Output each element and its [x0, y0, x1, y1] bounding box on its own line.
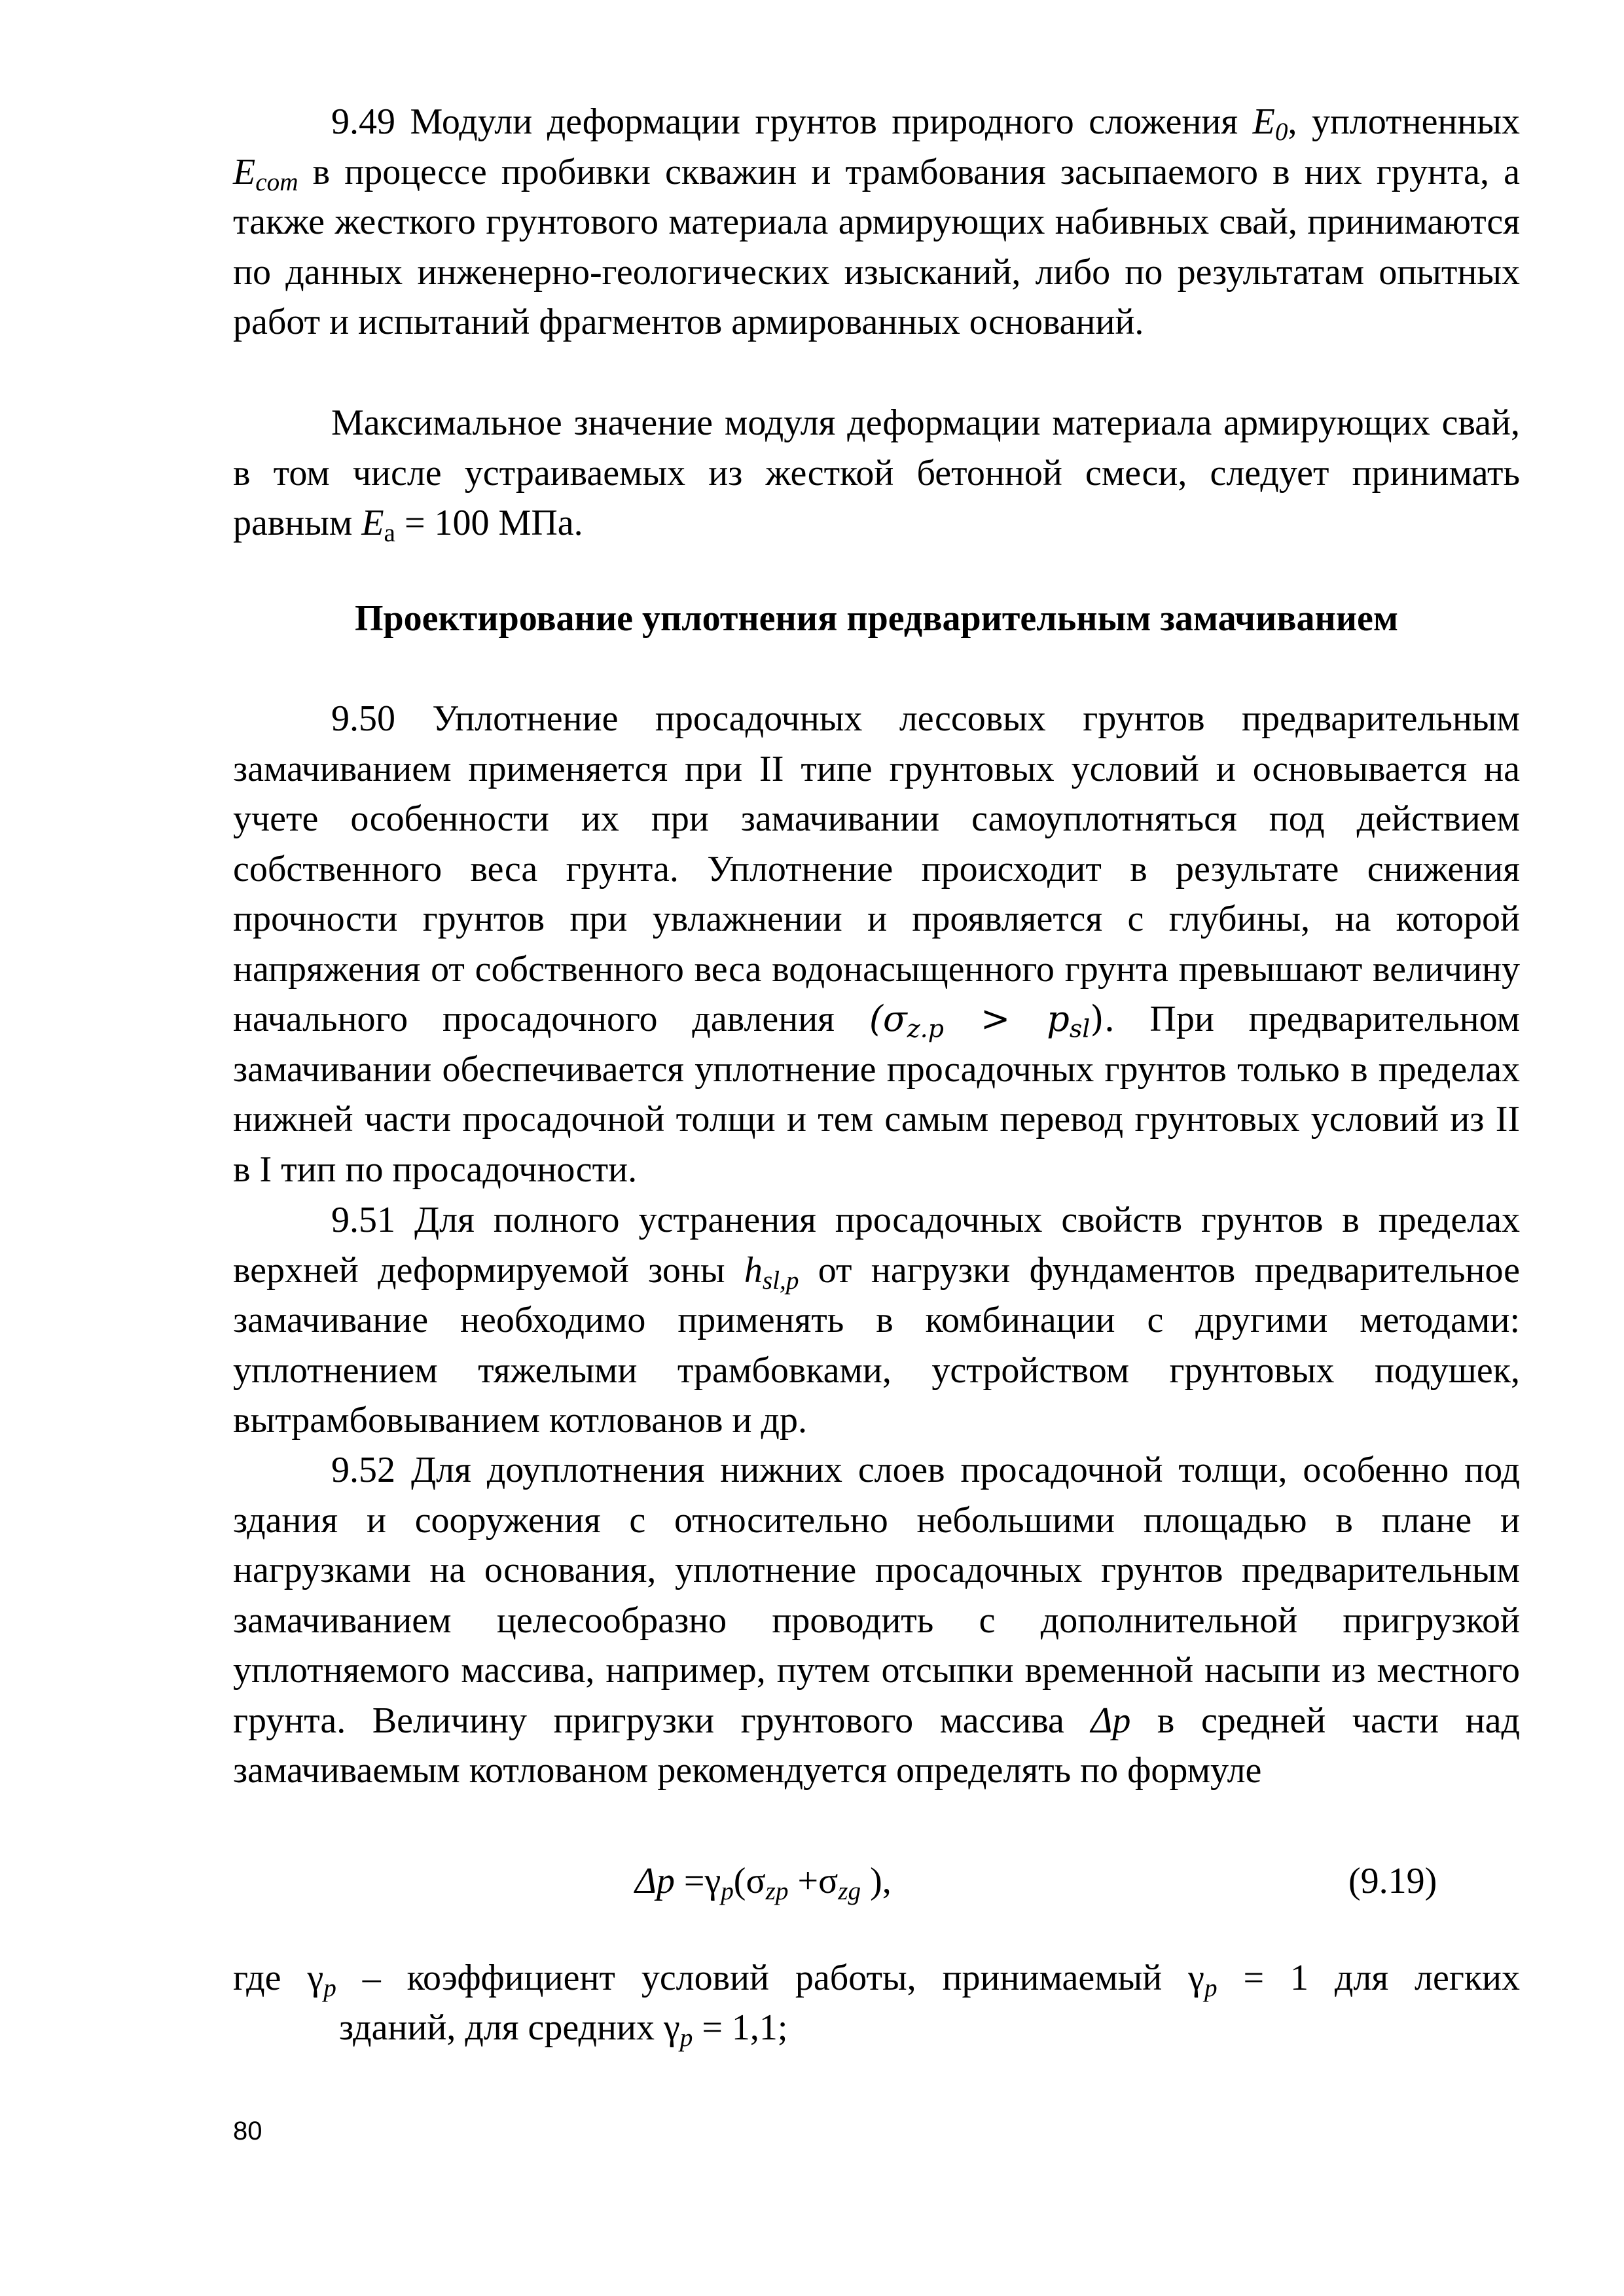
inequality-formula: $(\sigma_{z.p} > p_{sl})$. — [869, 998, 1115, 1043]
paragraph-9-50: 9.50 Уплотнение просадочных лессовых грунтов предварительным замачиванием применяется при II типе грунтовых условий и основывается на учете особенности их при замачивании самоуплотняться под действием собственного веса грунта. Уплотнение происходит в результате снижения прочности грунтов при увлажнении и проявляется с глубины, на которой напряжения от собственного веса водонасыщенного грунта превышают величину начального просадочного давления $(\sigma_{z.p} > p_{sl})$. При предварительном замачивании обеспечивается уплотнение просадочных грунтов только в пределах нижней части просадочной толщи и тем самым перевод грунтовых условий из II в I тип по просадочности. — [233, 698, 1520, 1190]
equation-number: (9.19) — [1348, 1861, 1437, 1901]
where-line-1: где $\gamma_p$ – коэффициент условий работы, принимаемый $\gamma_p = 1$ для легких — [233, 1958, 1520, 2002]
symbol-ecom: $E_{com}$ — [233, 151, 298, 196]
where-line-2: зданий, для средних $\gamma_p = 1,1$; — [339, 2007, 788, 2052]
paragraph-9-52: 9.52 Для доуплотнения нижних слоев просадочной толщи, особенно под здания и сооружения с относительно небольшими площадью в плане и нагрузками на основания, уплотнение просадочных грунтов предварительным замачиванием целесообразно проводить с дополнительной пригрузкой уплотняемого массива, например, путем отсыпки временной насыпи из местного грунта. Величину пригрузки грунтового массива Δp в средней части над замачиваемым котлованом рекомендуется определять по формуле — [233, 1450, 1520, 1791]
page-number: 80 — [233, 2117, 262, 2145]
section-heading: Проектирование уплотнения предварительным замачиванием — [354, 598, 1399, 639]
symbol-hslp: $h_{sl,p}$ — [744, 1249, 799, 1295]
symbol-e0: $E_0$ — [1252, 101, 1288, 146]
equation-9-19: $\Delta p =\gamma_p(\sigma_{zp} +\sigma_{zg}$ ), — [635, 1861, 892, 1905]
paragraph-9-51: 9.51 Для полного устранения просадочных свойств грунтов в пределах верхней деформируемой зоны $h_{sl,p}$ от нагрузки фундаментов предварительное замачивание необходимо применять в комбинации с другими методами: уплотнением тяжелыми трамбовками, устройством грунтовых подушек, вытрамбовыванием котлованов и др. — [233, 1200, 1521, 1441]
symbol-ea: $E_а$ — [361, 503, 395, 547]
paragraph-9-49: 9.49 Модули деформации грунтов природного сложения $E_0$, уплотненных $E_{com}$ в процессе пробивки скважин и трамбования засыпаемого в них грунта, а также жесткого грунтового материала армирующих набивных свай, принимаются по данных инженерно-геологических изысканий, либо по результатам опытных работ и испытаний фрагментов армированных оснований. — [233, 101, 1520, 342]
paragraph-9-49-max-modulus: Максимальное значение модуля деформации материала армирующих свай, в том числе устраиваемых из жесткой бетонной смеси, следует принимать равным $E_а = 100$ МПа. — [233, 403, 1520, 547]
symbol-delta-p: Δp — [1091, 1700, 1131, 1741]
